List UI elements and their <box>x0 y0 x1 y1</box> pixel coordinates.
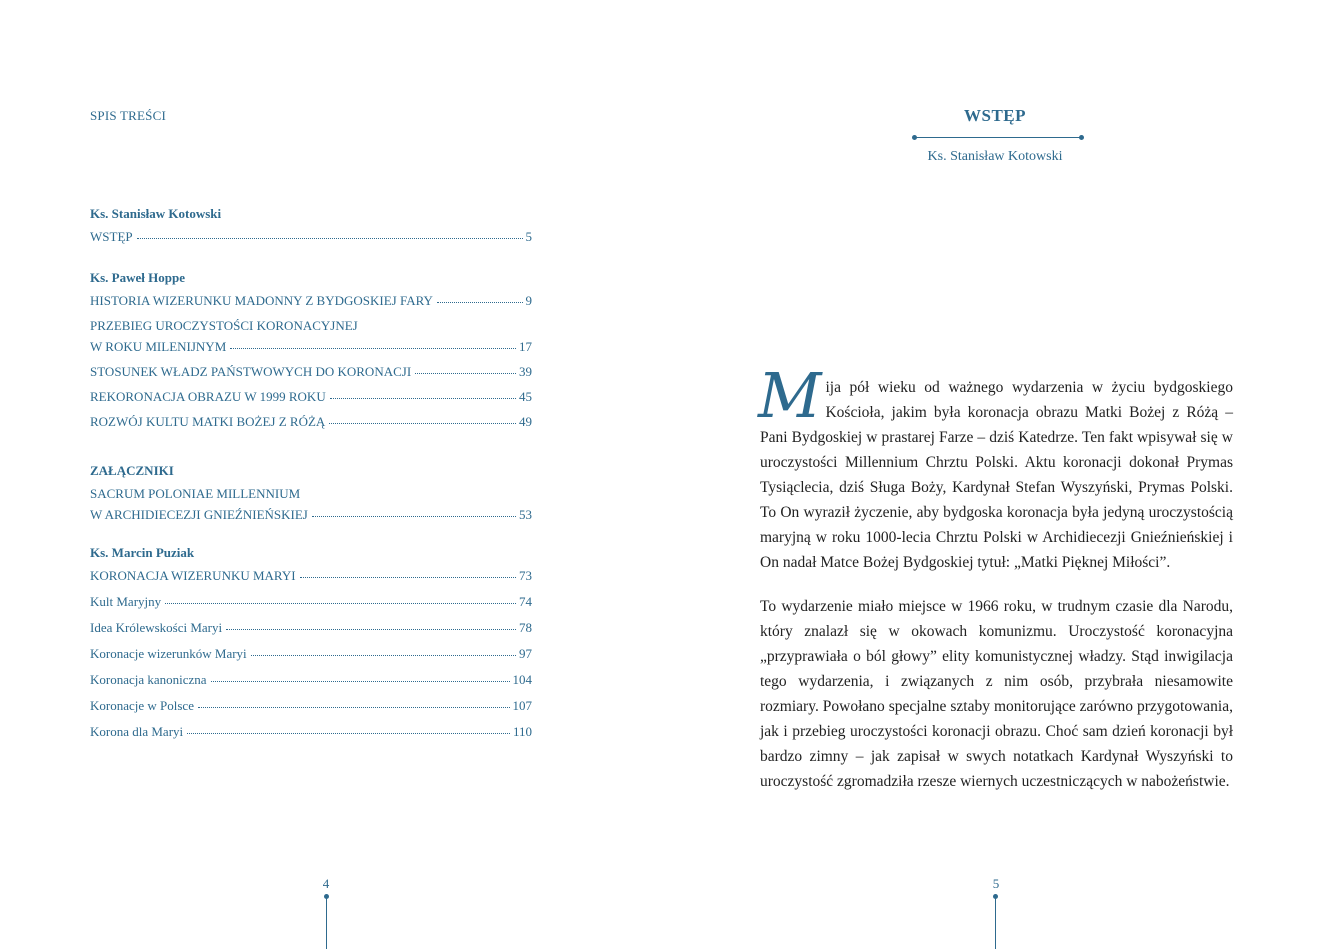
chapter-title: WSTĘP <box>963 106 1027 125</box>
toc-entry[interactable] <box>90 483 532 525</box>
toc-entry[interactable] <box>90 290 532 311</box>
toc-leader-dots <box>312 515 516 517</box>
toc-group-kotowski <box>90 205 532 247</box>
toc-entry-page: 17 <box>519 339 532 354</box>
toc-entry[interactable] <box>90 721 532 742</box>
toc-author: Ks. Stanisław Kotowski <box>90 206 222 221</box>
toc-entry-page: 97 <box>519 646 532 661</box>
toc-entry-title: ROZWÓJ KULTU MATKI BOŻEJ Z RÓŻĄ <box>90 414 326 429</box>
toc-leader-dots <box>230 347 516 349</box>
toc-entry-page: 39 <box>519 364 532 379</box>
toc-entry-page: 104 <box>512 672 532 687</box>
toc-leader-dots <box>415 372 516 374</box>
toc-entry-page: 78 <box>519 620 532 635</box>
toc-entry-title: W ROKU MILENIJNYM <box>90 339 227 354</box>
toc-entry[interactable] <box>90 643 532 664</box>
toc-entry[interactable] <box>90 617 532 638</box>
toc-leader-dots <box>226 628 516 630</box>
toc-entry-title: Koronacje wizerunków Maryi <box>90 646 247 661</box>
toc-group-hoppe <box>90 269 532 432</box>
toc-entry-title: KORONACJA WIZERUNKU MARYI <box>90 568 296 583</box>
toc-entry-title: W ARCHIDIECEZJI GNIEŹNIEŃSKIEJ <box>90 507 308 522</box>
toc-entry-page: 45 <box>519 389 532 404</box>
toc-leader-dots <box>165 602 516 604</box>
toc-leader-dots <box>437 301 523 303</box>
paragraph-text: ija pół wieku od ważnego wydarzenia w życiu bydgoskiego Kościoła, jakim była koronacja obrazu Matki Bożej z Różą – Pani Bydgoskiej w prastarej Farze – dziś Katedrze. Ten fakt wpisywał się w uroczystości Millennium Chrztu Polski. Aktu koronacji dokonał Prymas Tysiąclecia, dziś Sługa Boży, Kardynał Stefan Wyszyński, Prymas Polski. To On wyraził życzenie, aby bydgoska koronacja była jedyną uroczystością maryjną w roku 1000-lecia Chrztu Polski w Archidiecezji Gnieźnieńskiej i On nadał Matce Bożej Bydgoskiej tytuł: „Matki Pięknej Miłości”. <box>760 379 1233 571</box>
paragraph <box>758 359 1233 575</box>
toc-author: Ks. Marcin Puziak <box>90 545 195 560</box>
paragraph: To wydarzenie miało miejsce w 1966 roku, w trudnym czasie dla Narodu, który znalazł się w okowach komunizmu. Uroczystość koronacyjna „przyprawiała o ból głowy” elity komunistycznej władzy. Stąd inwigilacja tego wydarzenia, i związanych z nim osób, przybrała niesamowite rozmiary. Powołano specjalne sztaby monitorujące zarówno przygotowania, jak i przebieg uroczystości koronacji obrazu. Choć sam dzień koronacji był bardzo zimny – jak zapisał w swych notatkach Kardynał Wyszyński to uroczystość zgromadziła rzesze wiernych uczestniczących w nabożeństwie. <box>760 598 1233 790</box>
chapter-author: Ks. Stanisław Kotowski <box>927 149 1063 164</box>
toc-entry-title: Korona dla Maryi <box>90 724 184 739</box>
toc-entry-title: Koronacje w Polsce <box>90 698 194 713</box>
toc-leader-dots <box>187 732 510 734</box>
toc-group-puziak <box>90 544 532 742</box>
toc-entry[interactable] <box>90 361 532 382</box>
toc-entry[interactable] <box>90 695 532 716</box>
toc-entry-title: Kult Maryjny <box>90 594 162 609</box>
folio-rule-left <box>326 896 327 949</box>
chapter-title-rule <box>914 137 1082 138</box>
page-number-right: 5 <box>992 876 1000 891</box>
toc-group-attachments <box>90 462 532 525</box>
toc-entry-title-line1: SACRUM POLONIAE MILLENNIUM <box>90 486 301 501</box>
toc-leader-dots <box>137 237 523 239</box>
left-page <box>0 0 661 949</box>
toc-author: ZAŁĄCZNIKI <box>90 463 174 478</box>
table-of-contents <box>90 205 532 758</box>
toc-entry-title: Idea Królewskości Maryi <box>90 620 223 635</box>
toc-entry-title-line1: PRZEBIEG UROCZYSTOŚCI KORONACYJNEJ <box>90 318 358 333</box>
toc-entry-title: WSTĘP <box>90 229 133 244</box>
toc-entry-page: 73 <box>519 568 532 583</box>
toc-entry-page: 53 <box>519 507 532 522</box>
toc-leader-dots <box>198 706 510 708</box>
toc-entry-title: Koronacja kanoniczna <box>90 672 207 687</box>
toc-entry[interactable] <box>90 226 532 247</box>
toc-entry[interactable] <box>90 565 532 586</box>
right-page <box>662 0 1323 949</box>
toc-author: Ks. Paweł Hoppe <box>90 270 185 285</box>
toc-entry-page: 5 <box>525 229 532 244</box>
toc-entry-page: 9 <box>525 293 532 308</box>
toc-entry-page: 74 <box>519 594 532 609</box>
toc-leader-dots <box>211 680 510 682</box>
toc-entry[interactable] <box>90 669 532 690</box>
toc-entry-page: 49 <box>519 414 532 429</box>
body-text <box>758 359 1233 813</box>
toc-entry-title: REKORONACJA OBRAZU W 1999 ROKU <box>90 389 326 404</box>
toc-header: SPIS TREŚCI <box>90 108 167 123</box>
toc-leader-dots <box>330 397 516 399</box>
toc-leader-dots <box>300 576 516 578</box>
toc-entry-page: 110 <box>512 724 532 739</box>
page-number-left: 4 <box>322 876 330 891</box>
toc-leader-dots <box>251 654 516 656</box>
toc-leader-dots <box>329 422 516 424</box>
toc-entry-page: 107 <box>512 698 532 713</box>
toc-entry[interactable] <box>90 591 532 612</box>
toc-entry[interactable] <box>90 315 532 357</box>
toc-entry[interactable] <box>90 411 532 432</box>
toc-entry[interactable] <box>90 386 532 407</box>
drop-cap: M <box>758 359 822 432</box>
toc-entry-title: STOSUNEK WŁADZ PAŃSTWOWYCH DO KORONACJI <box>90 364 412 379</box>
toc-entry-title: HISTORIA WIZERUNKU MADONNY Z BYDGOSKIEJ FARY <box>90 293 433 308</box>
folio-rule-right <box>995 896 996 949</box>
